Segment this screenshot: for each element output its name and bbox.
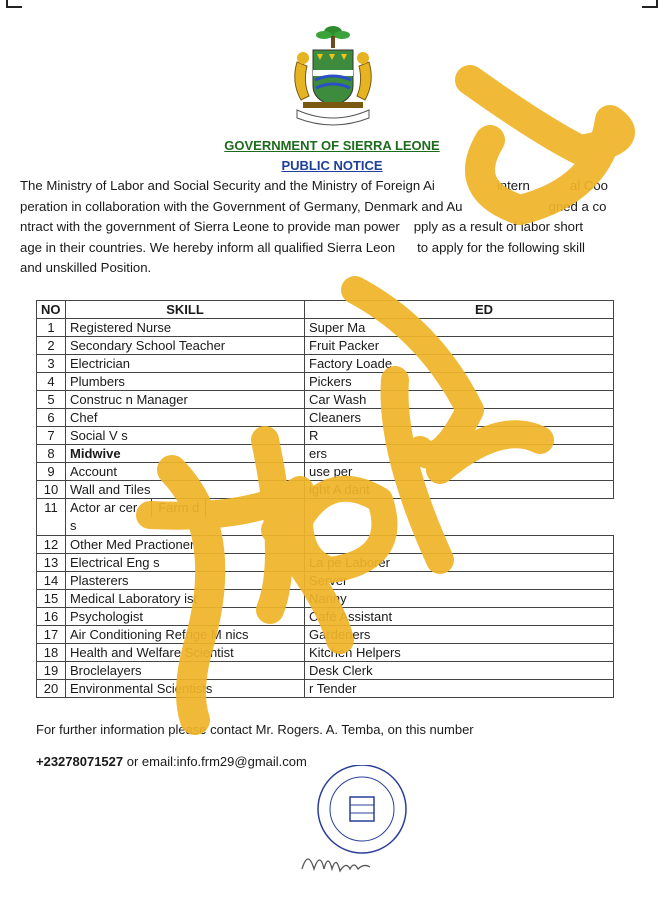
official-stamp-icon — [300, 765, 420, 885]
intro-text: gned a co — [548, 198, 607, 214]
skill-extra-text: Farm d — [151, 499, 206, 517]
row-number: 15 — [37, 590, 66, 608]
unskilled-cell: Café Assistant — [305, 608, 614, 626]
intro-text: to apply for the following skill — [417, 239, 585, 255]
table-row — [37, 626, 614, 644]
unskilled-cell: Car Wash — [305, 391, 614, 409]
row-number: 13 — [37, 554, 66, 572]
intro-text: and unskilled Position. — [20, 260, 152, 275]
unskilled-cell: Pickers — [305, 373, 614, 391]
table-row — [37, 319, 614, 337]
intro-text: age in their countries. We hereby inform all qualified Sierra Leon — [20, 239, 396, 255]
row-number: 20 — [37, 680, 66, 698]
skill-cell: Plumbers — [66, 373, 305, 391]
unskilled-cell: Factory Loade — [305, 355, 614, 373]
table-row — [37, 337, 614, 355]
table-row — [37, 536, 614, 554]
table-row — [37, 427, 614, 445]
intro-paragraph — [20, 176, 650, 279]
skill-cell: Account — [66, 463, 305, 481]
unskilled-cell: use per — [305, 463, 614, 481]
skill-cell: Plasterers — [66, 572, 305, 590]
row-number: 2 — [37, 337, 66, 355]
table-row — [37, 355, 614, 373]
row-number: 7 — [37, 427, 66, 445]
skill-cell: Psychologist — [66, 608, 305, 626]
unskilled-cell: Fruit Packer — [305, 337, 614, 355]
table-body — [37, 319, 614, 698]
header-no: NO — [37, 301, 66, 319]
table-row — [37, 409, 614, 427]
row-number: 18 — [37, 644, 66, 662]
header-unskilled-text: ED — [474, 302, 493, 317]
table-header-row — [37, 301, 614, 319]
row-number: 16 — [37, 608, 66, 626]
skill-cell: Broclelayers — [66, 662, 305, 680]
skill-cell: Social V s — [66, 427, 305, 445]
unskilled-cell: La pe Laborer — [305, 554, 614, 572]
row-number: 4 — [37, 373, 66, 391]
skill-cell: Health and Welfare Scientist — [66, 644, 305, 662]
coat-of-arms-icon — [283, 22, 383, 134]
contact-details — [36, 754, 307, 769]
table-row — [37, 445, 614, 463]
intro-text: al Coo — [569, 178, 608, 193]
table-row — [37, 391, 614, 409]
unskilled-cell — [305, 536, 614, 554]
unskilled-cell: Desk Clerk — [305, 662, 614, 680]
row-number: 8 — [37, 445, 66, 463]
table-row — [37, 373, 614, 391]
skill-cell: Environmental Scientists — [66, 680, 305, 698]
skill-cell: Other Med Practioner — [66, 536, 305, 554]
skill-cell: Medical Laboratory ist — [66, 590, 305, 608]
email-text: or email:info.frm29@gmail.com — [123, 754, 307, 769]
row-number: 19 — [37, 662, 66, 680]
unskilled-cell: r Tender — [305, 680, 614, 698]
skill-text: Actor ar cer — [70, 500, 138, 515]
row-number: 12 — [37, 536, 66, 554]
header-unskilled — [305, 301, 614, 319]
row-number: 11 — [37, 499, 66, 536]
unskilled-cell: ight A dant — [305, 481, 614, 499]
positions-table — [36, 300, 614, 698]
skill-cell: Registered Nurse — [66, 319, 305, 337]
skill-cell: Chef — [66, 409, 305, 427]
intro-text: peration in collaboration with the Government of Germany, Denmark and Au — [20, 198, 463, 214]
skill-cell: Midwive — [66, 445, 305, 463]
intro-text: ntract with the government of Sierra Leone to provide man power — [20, 219, 400, 234]
skill-cell: Secondary School Teacher — [66, 337, 305, 355]
table-row — [37, 590, 614, 608]
intro-text: pply as a result of labor short — [413, 219, 584, 234]
table-row — [37, 463, 614, 481]
table-row — [37, 662, 614, 680]
skill-cell: Electrical Eng s — [66, 554, 305, 572]
row-number: 1 — [37, 319, 66, 337]
row-number: 9 — [37, 463, 66, 481]
intro-text: The Ministry of Labor and Social Security and the Ministry of Foreign Ai — [20, 178, 435, 193]
unskilled-cell: Super Ma — [305, 319, 614, 337]
skill-cell: Construc n Manager — [66, 391, 305, 409]
row-number: 3 — [37, 355, 66, 373]
row-number: 6 — [37, 409, 66, 427]
intro-text: intern — [496, 178, 530, 193]
crop-corner-left — [6, 0, 22, 8]
skill-cell — [66, 499, 305, 536]
table-row — [37, 499, 614, 536]
table-row — [37, 554, 614, 572]
row-number: 17 — [37, 626, 66, 644]
row-number: 5 — [37, 391, 66, 409]
table-row — [37, 481, 614, 499]
row-number: 10 — [37, 481, 66, 499]
skill-cell: Air Conditioning Refrige M nics — [66, 626, 305, 644]
unskilled-cell: ers — [305, 445, 614, 463]
table-row — [37, 680, 614, 698]
unskilled-cell: Nanny — [305, 590, 614, 608]
skill-cont-text: s — [70, 518, 77, 533]
table-row — [37, 608, 614, 626]
unskilled-cell: Server — [305, 572, 614, 590]
header-skill: SKILL — [66, 301, 305, 319]
crop-corner-right — [642, 0, 658, 8]
table-row — [37, 572, 614, 590]
skill-cell: Wall and Tiles — [66, 481, 305, 499]
government-title: GOVERNMENT OF SIERRA LEONE — [224, 138, 440, 153]
row-number: 14 — [37, 572, 66, 590]
public-notice-title: PUBLIC NOTICE — [281, 158, 383, 173]
unskilled-cell — [305, 499, 614, 536]
unskilled-cell: Gardeners — [305, 626, 614, 644]
phone-number: +23278071527 — [36, 754, 124, 769]
contact-line: For further information please contact Mr. Rogers. A. Temba, on this number — [36, 722, 474, 737]
unskilled-cell: Kitchen Helpers — [305, 644, 614, 662]
unskilled-cell: Cleaners — [305, 409, 614, 427]
skill-cell: Electrician — [66, 355, 305, 373]
table-row — [37, 644, 614, 662]
unskilled-cell: R — [305, 427, 614, 445]
